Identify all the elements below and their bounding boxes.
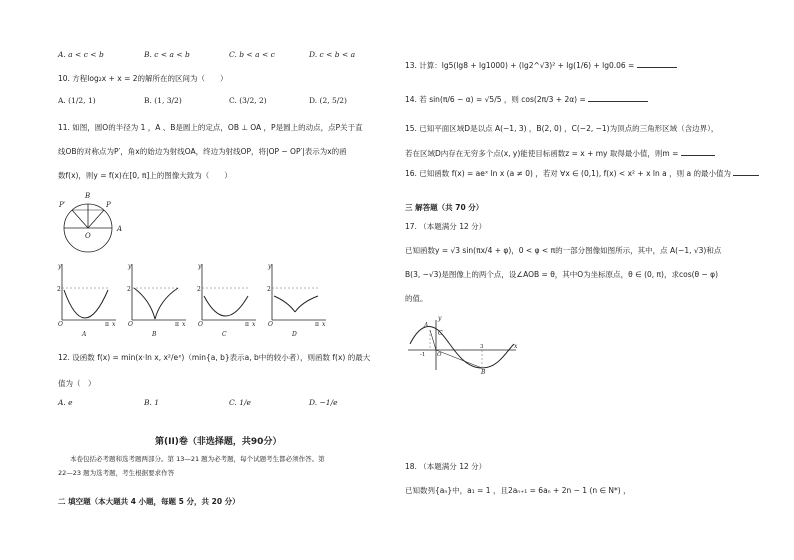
graph-a-pi: π	[105, 321, 109, 328]
graph-b-o: O	[128, 321, 133, 328]
circle-label-a: A	[117, 225, 123, 233]
q12-option-c: C. 1/e	[229, 398, 251, 407]
graph-b-two: 2	[127, 286, 131, 293]
q18-line-1: 已知数列{aₙ}中，a₁ = 1 ，且2aₙ₊₁ = 6aₙ + 2n − 1 (n ∈ N*) ，	[405, 486, 631, 495]
q17-fig-3: 3	[480, 344, 484, 350]
q16-answer-blank[interactable]	[733, 175, 759, 176]
q13-answer-blank[interactable]	[637, 67, 677, 68]
q9-option-a: A. a < c < b	[58, 50, 104, 59]
q17-heading: 17. （本题满分 12 分）	[405, 222, 487, 231]
q12-line-2: 值为（ ）	[58, 379, 96, 388]
graph-b-y: y	[128, 263, 132, 270]
circle-label-p: P	[106, 201, 111, 209]
option-graph-b	[128, 262, 188, 340]
q17-line-3: 的值。	[405, 294, 428, 303]
q16-text: 16. 已知函数 f(x) = aeˣ ln x (a ≠ 0) ，若对 ∀x ∈ (0,1), f(x) < x² + x ln a ，则 a 的最小值为	[405, 169, 731, 178]
q12-option-b: B. 1	[144, 398, 160, 407]
q17-fig-minus1: -1	[420, 352, 426, 358]
q17-fig-a: A	[424, 322, 429, 329]
q12-option-d: D. −1/e	[309, 398, 338, 407]
q9-option-d: D. c < b < a	[309, 50, 356, 59]
graph-a-o: O	[58, 321, 63, 328]
q17-fig-c: C	[438, 330, 443, 337]
q18-heading: 18. （本题满分 12 分）	[405, 462, 487, 471]
graph-d-y: y	[268, 263, 272, 270]
option-graph-a	[58, 262, 118, 340]
q12-option-a: A. e	[58, 398, 73, 407]
circle-figure	[56, 186, 128, 252]
graph-a-y: y	[58, 263, 62, 270]
q9-option-b: B. c < a < b	[144, 50, 190, 59]
q15-line-2-text: 若在区域D内存在无穷多个点(x, y)能使目标函数z = x + my 取得最小值，则m =	[405, 149, 679, 158]
graph-a-two: 2	[57, 286, 61, 293]
graph-a-label: A	[82, 331, 87, 338]
q17-fig-b: B	[481, 369, 486, 376]
circle-label-o: O	[85, 232, 91, 240]
q10-option-d: D. (2, 5/2)	[309, 96, 347, 105]
graph-d-o: O	[268, 321, 273, 328]
part2-title: 第(II)卷（非选择题，共90分）	[155, 437, 282, 447]
graph-d-two: 2	[267, 286, 271, 293]
option-graph-c	[198, 262, 258, 340]
q14-answer-blank[interactable]	[588, 101, 648, 102]
circle-label-b: B	[85, 192, 91, 200]
section-2-heading: 二 填空题（本大题共 4 小题，每题 5 分，共 20 分）	[58, 497, 240, 506]
graph-c-x: x	[252, 321, 256, 328]
q16	[405, 169, 759, 178]
graph-c-two: 2	[197, 286, 201, 293]
q15-line-1: 15. 已知平面区域D是以点 A(−1, 3) ，B(2, 0) ，C(−2, −1)为顶点的三角形区域（含边界），	[405, 124, 719, 133]
q15-line-2	[405, 149, 715, 158]
q14	[405, 95, 648, 104]
graph-c-y: y	[198, 263, 202, 270]
q14-text: 14. 若 sin(π/6 − α) = √5/5 ，则 cos(2π/3 + 2α) =	[405, 95, 586, 104]
graph-d-pi: π	[315, 321, 319, 328]
graph-b-x: x	[182, 321, 186, 328]
option-graph-d	[268, 262, 328, 340]
q15-answer-blank[interactable]	[681, 155, 715, 156]
section-3-heading: 三 解答题（共 70 分）	[405, 203, 484, 212]
graph-c-label: C	[222, 331, 227, 338]
q17-fig-y: y	[438, 315, 442, 322]
q11-line-2: 线OB的对称点为P′，角x的始边为射线OA，终边为射线OP，将|OP − OP′|表示为x的函	[58, 147, 347, 156]
q10-option-c: C. (3/2, 2)	[229, 96, 267, 105]
q17-line-2: B(3, −√3)是图像上的两个点，设∠AOB = θ，其中O为坐标原点，θ ∈ (0, π)，求cos(θ − φ)	[405, 270, 719, 279]
q10-option-b: B. (1, 3/2)	[144, 96, 182, 105]
q10-option-a: A. (1/2, 1)	[58, 96, 96, 105]
graph-d-label: D	[292, 331, 297, 338]
graph-a-x: x	[112, 321, 116, 328]
q9-option-c: C. b < a < c	[229, 50, 275, 59]
graph-c-o: O	[198, 321, 203, 328]
q10-stem: 10. 方程log₂x + x = 2的解所在的区间为（ ）	[58, 74, 228, 83]
q11-line-1: 11. 如图，圆O的半径为 1 ，A 、B是圆上的定点，OB ⊥ OA ，P是圆上的动点，点P关于直	[58, 123, 363, 132]
q11-line-3: 数f(x)，则y = f(x)在[0, π]上的图像大致为（ ）	[58, 171, 232, 180]
q13	[405, 61, 677, 70]
part2-note-line-2: 22—23 题为选考题，考生根据要求作答	[58, 469, 175, 477]
q17-fig-o: O	[437, 352, 442, 358]
q12-line-1: 12. 设函数 f(x) = min(x·ln x, x²/eˣ)（min{a, b}表示a, b中的较小者），则函数 f(x) 的最大	[58, 353, 371, 362]
graph-b-label: B	[152, 331, 157, 338]
graph-b-pi: π	[175, 321, 179, 328]
circle-label-p-prime: P′	[59, 201, 66, 209]
part2-note-line-1: 本卷包括必考题和选考题两部分。第 13—21 题为必考题，每个试题考生都必须作答。第	[70, 455, 325, 463]
q17-line-1: 已知函数y = √3 sin(πx/4 + φ)，0 < φ < π的一部分图像如图所示，其中，点 A(−1, √3)和点	[405, 246, 722, 255]
q17-fig-x: x	[514, 343, 518, 350]
q17-sine-figure	[408, 314, 520, 376]
graph-c-pi: π	[245, 321, 249, 328]
q13-text: 13. 计算：lg5(lg8 + lg1000) + (lg2^√3)² + lg(1/6) + lg0.06 =	[405, 61, 635, 70]
graph-d-x: x	[322, 321, 326, 328]
